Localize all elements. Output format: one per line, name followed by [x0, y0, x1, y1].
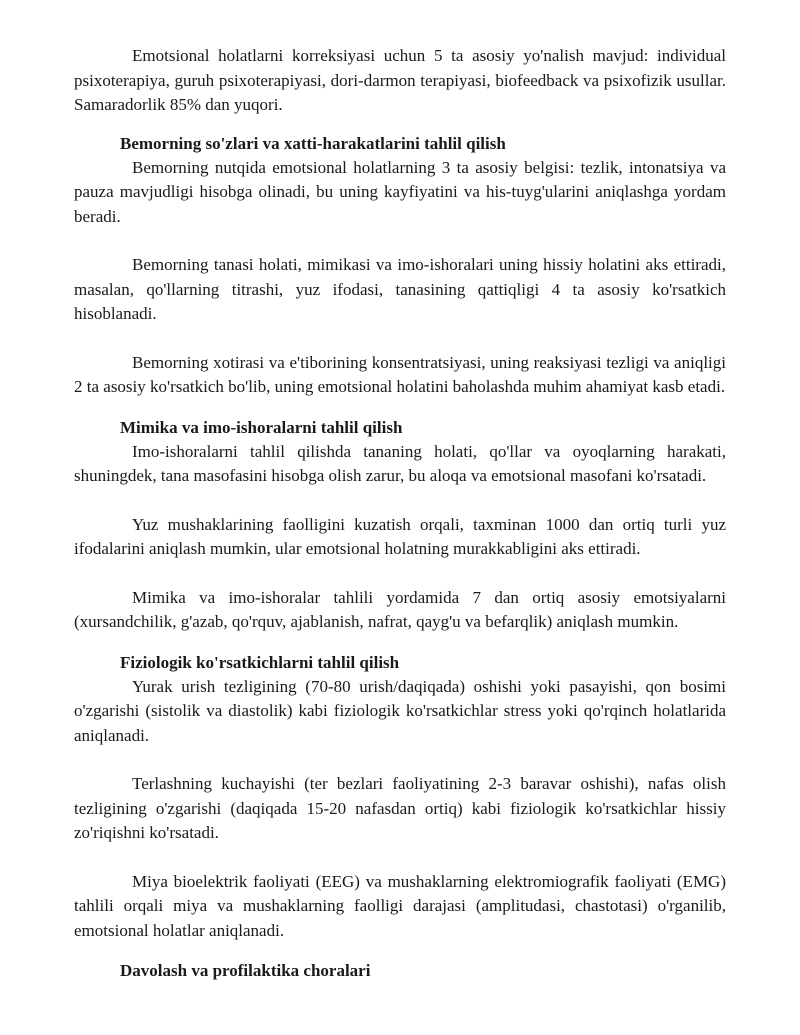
document-page — [74, 44, 726, 983]
paragraph: Mimika va imo-ishoralar tahlili yordamida 7 dan ortiq asosiy emotsiyalarni (xursandchilik, g'azab, qo'rquv, ajablanish, nafrat, qayg'u va befarqlik) aniqlash mumkin. — [74, 587, 726, 631]
section-heading: Fiziologik ko'rsatkichlarni tahlil qilish — [120, 652, 400, 672]
paragraph: Yuz mushaklarining faolligini kuzatish orqali, taxminan 1000 dan ortiq turli yuz ifodalarini aniqlash mumkin, ular emotsional holatning murakkabligini aks ettiradi. — [74, 514, 726, 558]
section-speech-behavior — [74, 132, 726, 400]
paragraph: Yurak urish tezligining (70-80 urish/daqiqada) oshishi yoki pasayishi, qon bosimi o'zgarishi (sistolik va diastolik) kabi fiziologik ko'rsatkichlar stress yoki qo'rqinch holatlarida aniqlanadi. — [74, 676, 726, 745]
paragraph: Imo-ishoralarni tahlil qilishda tananing holati, qo'llar va oyoqlarning harakati, shuningdek, tana masofasini hisobga olish zarur, bu aloqa va emotsional masofani ko'rsatadi. — [74, 441, 726, 485]
section-heading: Bemorning so'zlari va xatti-harakatlarini tahlil qilish — [120, 133, 506, 153]
section-heading: Davolash va profilaktika choralari — [120, 961, 371, 980]
paragraph: Bemorning nutqida emotsional holatlarning 3 ta asosiy belgisi: tezlik, intonatsiya va pauza mavjudligi hisobga olinadi, bu uning kayfiyatini va his-tuyg'ularini aniqlashga yordam beradi. — [74, 157, 726, 226]
paragraph: Miya bioelektrik faoliyati (EEG) va mushaklarning elektromiografik faoliyati (EMG) tahlili orqali miya va mushaklarning faolligi darajasi (amplitudasi, chastotasi) o'rganilib, emotsional holatlar aniqlanadi. — [74, 871, 726, 940]
intro-paragraph: Emotsional holatlarni korreksiyasi uchun 5 ta asosiy yo'nalish mavjud: individual psixoterapiya, guruh psixoterapiyasi, dori-darmon terapiyasi, biofeedback va psixofizik usullar. Samaradorlik 85% dan yuqori. — [74, 46, 726, 114]
paragraph: Bemorning tanasi holati, mimikasi va imo-ishoralari uning hissiy holatini aks ettiradi, masalan, qo'llarning titrashi, yuz ifodasi, tanasining qattiqligi 4 ta asosiy ko'rsatkich hisoblanadi. — [74, 255, 726, 323]
paragraph: Terlashning kuchayishi (ter bezlari faoliyatining 2-3 baravar oshishi), nafas olish tezligining o'zgarishi (daqiqada 15-20 nafasdan ortiq) kabi fiziologik ko'rsatkichlar hissiy zo'riqishni ko'rsatadi. — [74, 774, 726, 842]
section-heading: Mimika va imo-ishoralarni tahlil qilish — [120, 417, 403, 437]
paragraph: Bemorning xotirasi va e'tiborining konsentratsiyasi, uning reaksiyasi tezligi va aniqligi 2 ta asosiy ko'rsatkich bo'lib, uning emotsional holatini baholashda muhim ahamiyat kasb etadi. — [74, 352, 726, 396]
section-physiological — [74, 651, 726, 944]
section-mimics-gestures — [74, 416, 726, 635]
section-treatment — [74, 959, 726, 983]
